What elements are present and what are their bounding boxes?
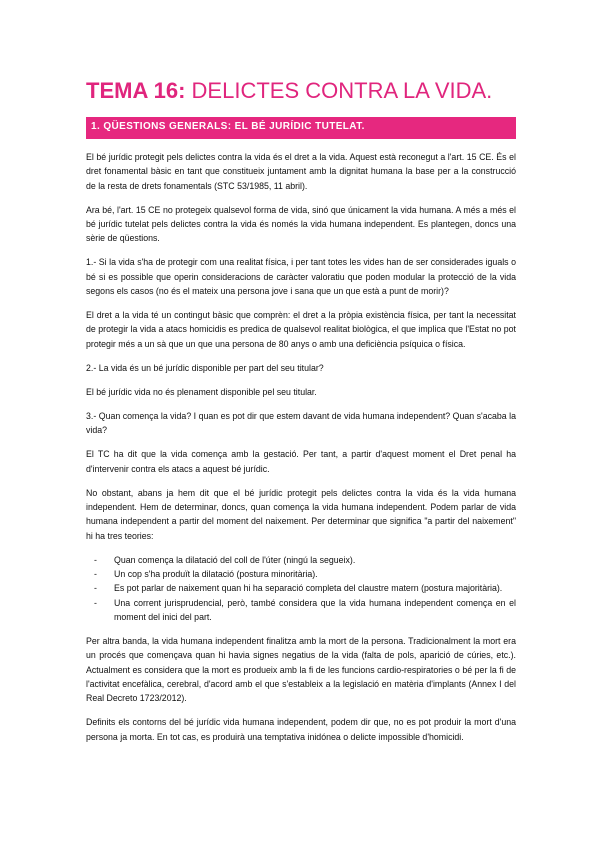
- paragraph: Per altra banda, la vida humana independent finalitza amb la mort de la persona. Tradicionalment la mort era un procés que començava quan hi havia signes negatius de la vida (falta de pols, aparició de cúries, etc.). Actualment es considera que la mort es produeix amb la fi de les funcions cardio-respiratories o bé per la fi de l'activitat encefàlica, cerebral, d'acord amb el que s'estableix a la legislació en matèria d'implants (Annex I del Real Decreto 1723/2012).: [86, 635, 516, 704]
- paragraph: Ara bé, l'art. 15 CE no protegeix qualsevol forma de vida, sinó que únicament la vida humana. A més a més el bé jurídic tutelat pels delictes contra la vida és només la vida humana independent. Es plantegen, doncs una sèrie de qüestions.: [86, 204, 516, 244]
- paragraph: El TC ha dit que la vida comença amb la gestació. Per tant, a partir d'aquest moment el Dret penal ha d'intervenir contra els atacs a aquest bé jurídic.: [86, 449, 516, 474]
- title-number: TEMA 16:: [86, 78, 186, 103]
- section-heading-bar: [86, 117, 516, 139]
- section-heading: 1. QÜESTIONS GENERALS: EL BÉ JURÍDIC TUTELAT.: [91, 121, 365, 132]
- paragraph: El bé jurídic vida no és plenament disponible pel seu titular.: [86, 386, 317, 397]
- paragraph: El bé jurídic protegit pels delictes contra la vida és el dret a la vida. Aquest està reconegut a l'art. 15 CE. És el dret fonamental bàsic en tant que constitueix juntament amb la dignitat humana la base per a la construcció de la resta de drets fonamentals (STC 53/1985, 11 abril).: [86, 152, 516, 191]
- list-item: - Una corrent jurisprudencial, però, també considera que la vida humana independent comença en el moment del inici del part.: [86, 596, 516, 625]
- list-item: - Es pot parlar de naixement quan hi ha separació completa del claustre matern (postura majoritària).: [86, 581, 516, 595]
- paragraph: 3.- Quan comença la vida? I quan es pot dir que estem davant de vida humana independent? Quan s'acaba la vida?: [86, 410, 516, 436]
- document-body: [86, 150, 516, 754]
- title-text: DELICTES CONTRA LA VIDA.: [191, 78, 493, 103]
- theories-list: [86, 553, 516, 624]
- paragraph: 1.- Si la vida s'ha de protegir com una realitat física, i per tant totes les vides han de ser considerades iguals o bé si es possible que operin consideracions de caràcter valoratiu que poden modular la protecció de la vida segons els casos (no és el mateix una persona jove i sana que un que està a punt de morir)?: [86, 257, 516, 296]
- paragraph: El dret a la vida té un contingut bàsic que comprèn: el dret a la pròpia existència física, per tant la necessitat de protegir la vida a atacs homicidis es predica de qualsevol realitat biològica, el que implica que l'Estat no pot protegir més a un sà que un que una persona de 80 anys o amb una deficiència psíquica o física.: [86, 310, 516, 349]
- page-title: [86, 78, 492, 104]
- list-item: - Quan comença la dilatació del coll de l'úter (ningú la segueix).: [86, 553, 516, 567]
- list-item: - Un cop s'ha produït la dilatació (postura minoritària).: [86, 567, 516, 581]
- paragraph: 2.- La vida és un bé jurídic disponible per part del seu titular?: [86, 362, 324, 373]
- paragraph: Definits els contorns del bé jurídic vida humana independent, podem dir que, no es pot produir la mort d'una persona ja morta. En tot cas, es produirà una temptativa inidónea o delicte impossible d'homicidi.: [86, 717, 516, 742]
- paragraph: No obstant, abans ja hem dit que el bé jurídic protegit pels delictes contra la vida és la vida humana independent. Hem de determinar, doncs, quan comença la vida humana independent. Podem parlar de vida humana independent a partir del moment del naixement. Per determinar que significa "a partir del naixement" hi ha tres teories:: [86, 487, 516, 541]
